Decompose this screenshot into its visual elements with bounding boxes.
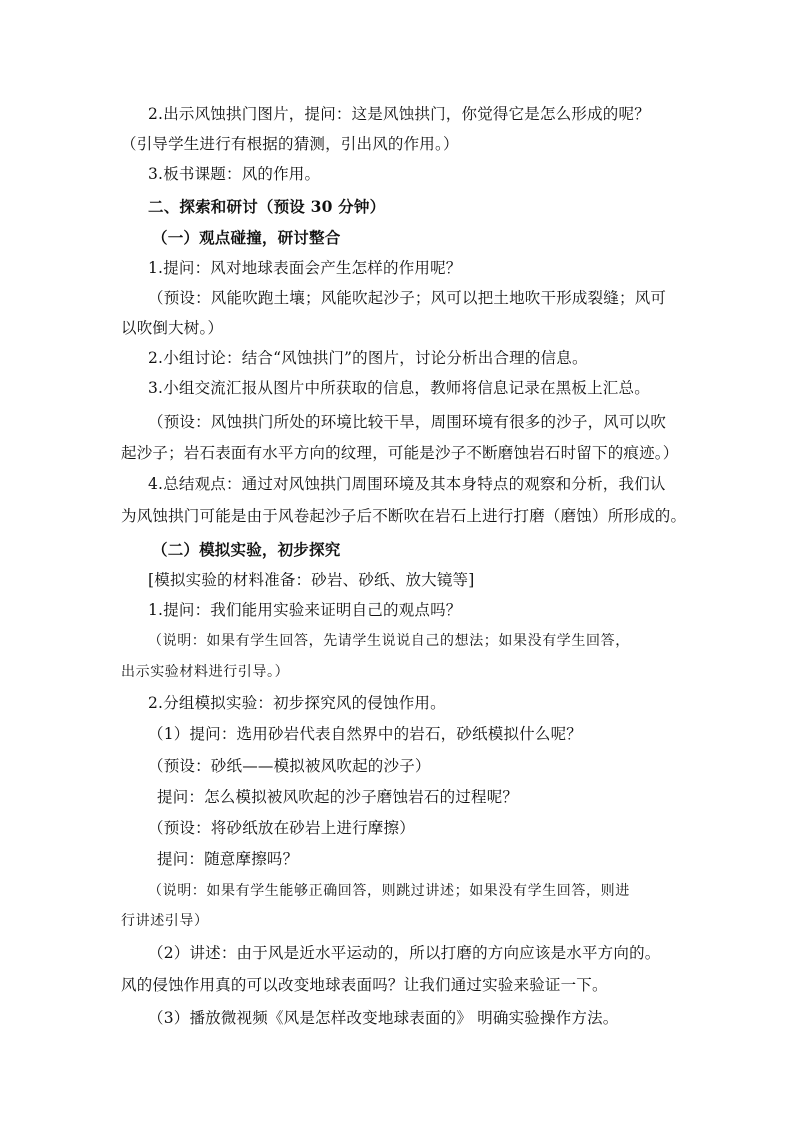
preset-2-line-1: （预设：风蚀拱门所处的环境比较干旱，周围环境有很多的沙子，风可以吹	[148, 413, 667, 431]
step-1-preset: （预设：砂纸——模拟被风吹起的沙子）	[148, 757, 431, 775]
group-experiment: 2.分组模拟实验：初步探究风的侵蚀作用。	[148, 694, 446, 712]
explanation-1-line-1: （说明：如果有学生回答，先请学生说说自己的想法；如果没有学生回答，	[148, 633, 630, 649]
section-heading-2: 二、探索和研讨（预设 30 分钟）	[148, 197, 386, 216]
explanation-1-line-2: 出示实验材料进行引导。）	[121, 664, 290, 680]
paragraph-1-note: （引导学生进行有根据的猜测，引出风的作用。）	[121, 135, 459, 153]
step-1-question-2: 提问：怎么模拟被风吹起的沙子磨蚀岩石的过程呢？	[157, 788, 519, 806]
subsection-heading-2: （二）模拟实验，初步探究	[152, 540, 341, 559]
explanation-2-line-1: （说明：如果有学生能够正确回答，则跳过讲述；如果没有学生回答，则进	[148, 883, 630, 899]
question-2: 1.提问：我们能用实验来证明自己的观点吗？	[148, 601, 462, 619]
summary-line-1: 4.总结观点：通过对风蚀拱门周围环境及其本身特点的观察和分析，我们认	[148, 475, 666, 493]
step-2-line-1: （2）讲述：由于风是近水平运动的，所以打磨的方向应该是水平方向的。	[148, 944, 661, 962]
step-1-question-3: 提问：随意摩擦吗？	[157, 850, 299, 868]
step-3: （3）播放微视频《风是怎样改变地球表面的》 明确实验操作方法。	[148, 1009, 619, 1027]
group-report: 3.小组交流汇报从图片中所获取的信息，教师将信息记录在黑板上汇总。	[148, 379, 650, 397]
step-2-line-2: 风的侵蚀作用真的可以改变地球表面吗？让我们通过实验来验证一下。	[121, 976, 608, 994]
summary-line-2: 为风蚀拱门可能是由于风卷起沙子后不断吹在岩石上进行打磨（磨蚀）所形成的。	[121, 507, 687, 525]
preset-2-line-2: 起沙子；岩石表面有水平方向的纹理，可能是沙子不断磨蚀岩石时留下的痕迹。）	[121, 444, 679, 462]
paragraph-board-title: 3.板书课题：风的作用。	[148, 165, 321, 183]
preset-1-line-1: （预设：风能吹跑土壤；风能吹起沙子；风可以把土地吹干形成裂缝；风可	[148, 289, 667, 307]
explanation-2-line-2: 行讲述引导）	[121, 913, 209, 929]
step-1-preset-2: （预设：将砂纸放在砂岩上进行摩擦）	[148, 819, 415, 837]
materials-note: [模拟实验的材料准备：砂岩、砂纸、放大镜等]	[148, 571, 475, 589]
preset-1-line-2: 以吹倒大树。）	[121, 319, 224, 337]
step-1-question: （1）提问：选用砂岩代表自然界中的岩石，砂纸模拟什么呢？	[148, 725, 582, 743]
paragraph-1: 2.出示风蚀拱门图片，提问：这是风蚀拱门，你觉得它是怎么形成的呢？	[148, 105, 650, 123]
group-discussion: 2.小组讨论：结合“风蚀拱门”的图片，讨论分析出合理的信息。	[148, 349, 588, 367]
question-1: 1.提问：风对地球表面会产生怎样的作用呢？	[148, 259, 462, 277]
subsection-heading-1: （一）观点碰撞，研讨整合	[152, 228, 341, 247]
